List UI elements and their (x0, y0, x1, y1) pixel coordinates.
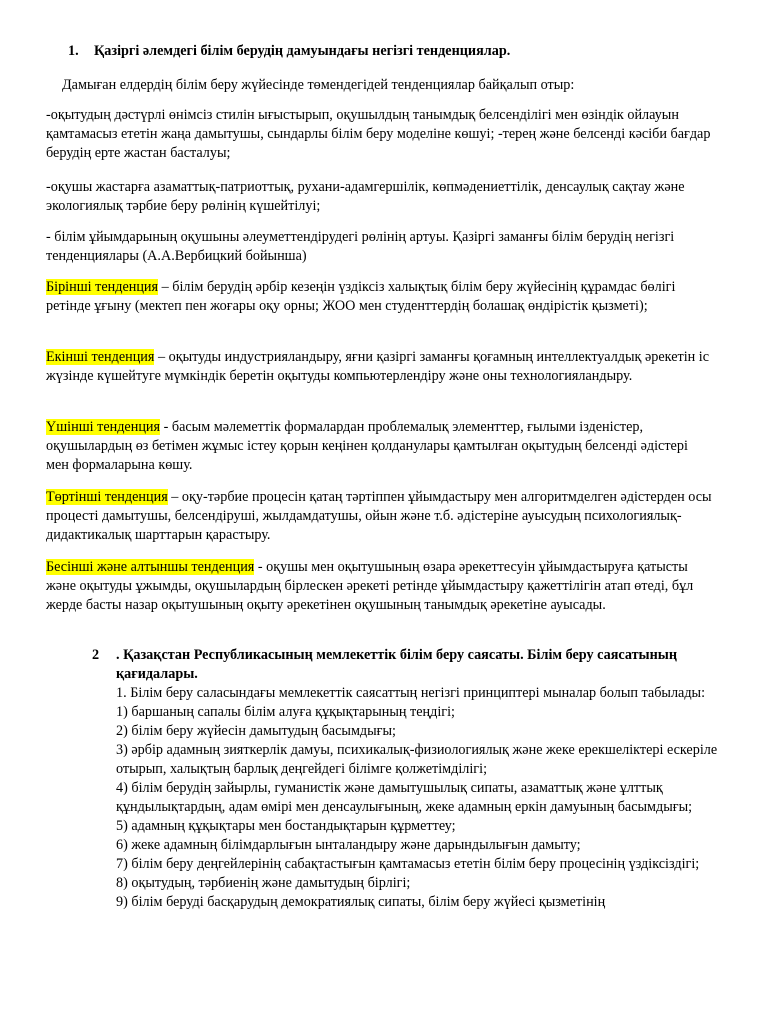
tendency-paragraph-5 (46, 558, 714, 615)
tendency-paragraph-3 (46, 418, 714, 475)
bullet-paragraph-2: -оқушы жастарға азаматтық-патриоттық, рухани-адамгершілік, көпмәдениеттілік, денсаулық сақтау және экологиялық тәрбие беру рөлінің күшейтілуі; (46, 179, 685, 214)
tendency-label-1: Бірінші тенденция (46, 279, 159, 295)
principle-item: 2) білім беру жүйесін дамытудың басымдығы; (116, 723, 396, 739)
tendency-paragraph-1 (46, 278, 714, 316)
tendency-label-4: Төртінші тенденция (46, 489, 168, 505)
heading-2-number: 2 (92, 647, 100, 663)
tendency-text-2: – оқытуды индустрияландыру, яғни қазіргі заманғы қоғамның интеллектуалдық әрекетін іс жүзінде күшейтуге мүмкіндік беретін оқытуды компьютерлендіру және оны технологияландыру. (46, 349, 710, 384)
principle-item: 3) әрбір адамның зияткерлік дамуы, психикалық-физиологиялық және жеке ерекшеліктері ескеріле отырып, халықтың барлық деңгейдегі білімге қолжетімділігі; (116, 742, 718, 777)
heading-1 (68, 42, 708, 61)
tendency-text-3: - басым мәлеметтік формалардан проблемалық элементтер, ғылыми ізденістер, оқушылардың өз бетімен жұмыс істеу қорын кеңінен қолданулары қамтылған оқытудың белсенді әдістері мен формаларына көшу. (46, 419, 688, 473)
tendency-label-5: Бесінші және алтыншы тенденция (46, 559, 255, 575)
heading-2-text: . Қазақстан Республикасының мемлекеттік білім беру саясаты. Білім беру саясатының қағидалары. (116, 647, 678, 682)
principle-item: 4) білім берудің зайырлы, гуманистік және дамытушылық сипаты, азаматтық және ұлттық құндылықтардың, адам өмірі мен денсаулығының, жеке адамның еркін дамуының басымдығы; (116, 780, 693, 815)
tendency-text-1: – білім берудің әрбір кезеңін үздіксіз халықтық білім беру жүйесінің құрамдас бөлігі ретінде ұғыну (мектеп пен жоғары оқу орны; ЖОО мен студенттердің болашақ өндірістік қызметі); (46, 279, 676, 314)
principle-item: 1. Білім беру саласындағы мемлекеттік саясаттың негізгі принциптері мыналар болып табылады: (116, 685, 706, 701)
principle-item: 1) баршаның сапалы білім алуға құқықтарының теңдігі; (116, 704, 455, 720)
tendency-text-5: - оқушы мен оқытушының өзара әрекеттесуін ұйымдастыруға қатысты және оқытуды ұжымды, оқушылардың бірлескен әрекеті ретінде ұйымдастыру қажеттілігін атап өтеді, бұл жерде басты назар оқытушының оқыту әрекетінен оқушының танымдық әрекетіне ауысады. (46, 559, 694, 613)
principle-item: 5) адамның құқықтары мен бостандықтарын құрметтеу; (116, 818, 456, 834)
tendency-label-2: Екінші тенденция (46, 349, 155, 365)
bullet-paragraph-1: -оқытудың дәстүрлі өнімсіз стилін ығыстырып, оқушылдың танымдық белсенділігі мен өзіндік ойлауын қамтамасыз ететін жаңа дамытушы, сындарлы білім беру моделіне көшуі; -терең және белсенді кәсіби бағдар берудің ерте жастан басталуы; (46, 107, 711, 161)
heading-1-number: 1. (68, 43, 79, 59)
principles-list (116, 684, 726, 912)
bullet-paragraph-3: - білім ұйымдарының оқушыны әлеуметтендірудегі рөлінің артуы. Қазіргі заманғы білім берудің негізгі тенденциялары (А.А.Вербицкий бойынша) (46, 229, 675, 264)
principle-item: 7) білім беру деңгейлерінің сабақтастығын қамтамасыз ететін білім беру процесінің үздіксіздігі; (116, 856, 700, 872)
tendency-label-3: Үшінші тенденция (46, 419, 161, 435)
principle-item: 6) жеке адамның білімдарлығын ынталандыру және дарындылығын дамыту; (116, 837, 581, 853)
heading-1-text: Қазіргі әлемдегі білім берудің дамуындағы негізгі тенденциялар. (94, 43, 511, 59)
tendency-paragraph-2 (46, 348, 714, 386)
tendency-text-4: – оқу-тәрбие процесін қатаң тәртіппен ұйымдастыру мен алгоритмделген әдістерден осы процесті дамытушы, белсендіруші, жылдамдатушы, ойын және т.б. әдістеріне ауысудың психологиялық-дидактикалық шарттарын қарастыру. (46, 489, 712, 543)
principle-item: 9) білім беруді басқарудың демократиялық сипаты, білім беру жүйесі қызметінің (116, 894, 606, 910)
tendency-paragraph-4 (46, 488, 714, 545)
intro-paragraph: Дамыған елдердің білім беру жүйесінде төмендегідей тенденциялар байқалып отыр: (62, 77, 575, 93)
principle-item: 8) оқытудың, тәрбиенің және дамытудың бірлігі; (116, 875, 411, 891)
